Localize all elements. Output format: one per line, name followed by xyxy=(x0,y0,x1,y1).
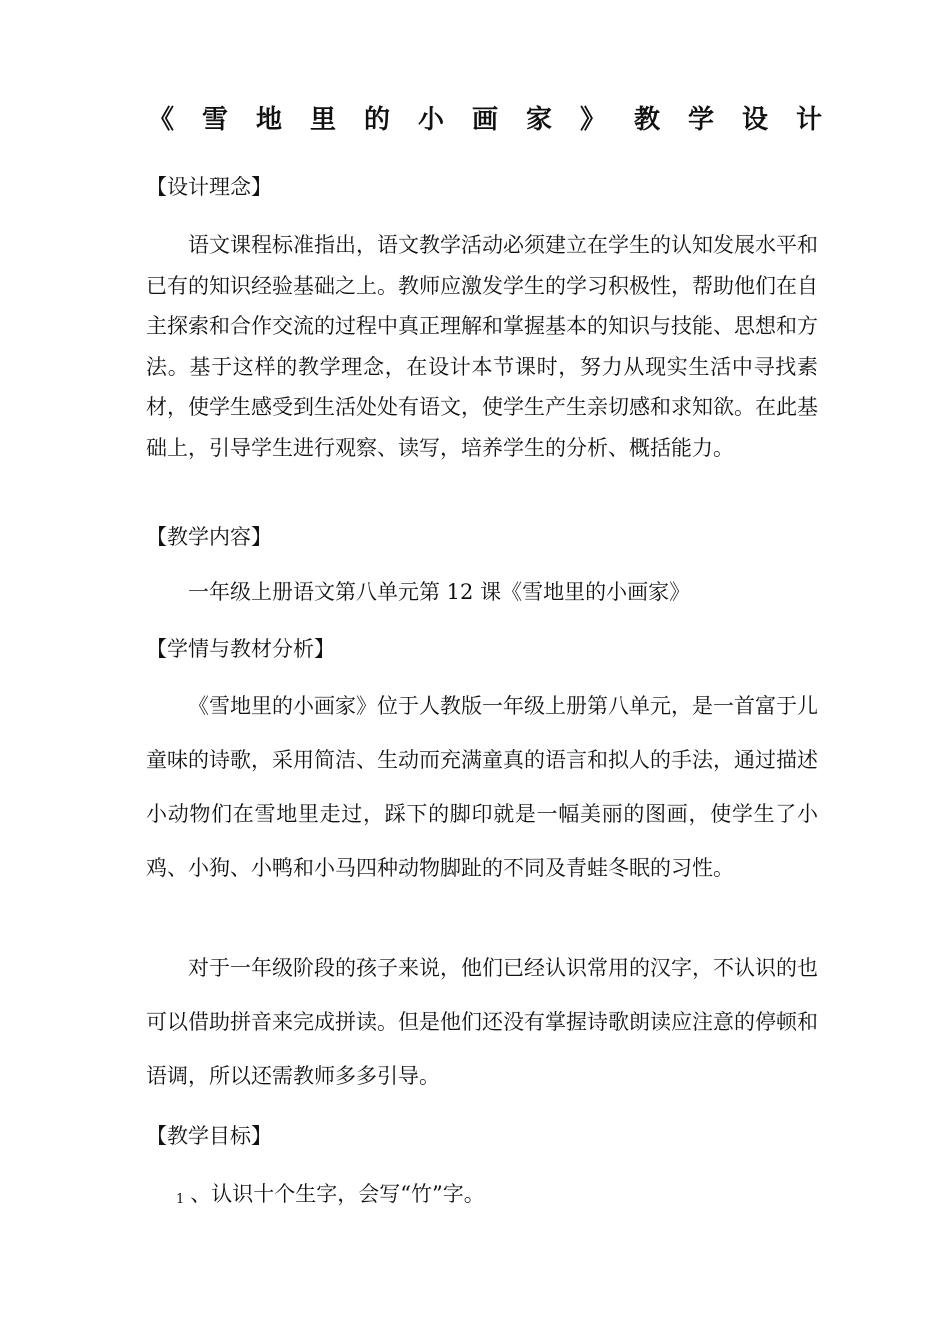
goal-item-text: 、认识十个生字，会写“竹”字。 xyxy=(190,1182,485,1206)
section-heading-design-concept: 【设计理念】 xyxy=(146,175,272,199)
analysis-paragraph-2: 对于一年级阶段的孩子来说，他们已经认识常用的汉字，不认识的也可以借助拼音来完成拼读。但是他们还没有掌握诗歌朗读应注意的停顿和语调，所以还需教师多多引导。 xyxy=(146,956,818,1088)
design-concept-paragraph: 语文课程标准指出，语文教学活动必须建立在学生的认知发展水平和已有的知识经验基础之上。教师应激发学生的学习积极性，帮助他们在自主探索和合作交流的过程中真正理解和掌握基本的知识与技能、思想和方法。基于这样的教学理念，在设计本节课时，努力从现实生活中寻找素材，使学生感受到生活处处有语文，使学生产生亲切感和求知欲。在此基础上，引导学生进行观察、读写，培养学生的分析、概括能力。 xyxy=(146,233,818,460)
goal-list-item xyxy=(176,1179,485,1215)
section-heading-teaching-goals: 【教学目标】 xyxy=(146,1124,272,1148)
section-heading-teaching-content: 【教学内容】 xyxy=(146,525,272,549)
section-heading-analysis: 【学情与教材分析】 xyxy=(146,637,335,661)
document-title: 《雪地里的小画家》教学设计 xyxy=(148,105,851,135)
analysis-paragraph-1: 《雪地里的小画家》位于人教版一年级上册第八单元，是一首富于儿童味的诗歌，采用简洁、生动而充满童真的语言和拟人的手法，通过描述小动物们在雪地里走过，踩下的脚印就是一幅美丽的图画，使学生了小鸡、小狗、小鸭和小马四种动物脚趾的不同及青蛙冬眠的习性。 xyxy=(146,694,818,880)
goal-item-number: 1 xyxy=(176,1192,185,1207)
teaching-content-line: 一年级上册语文第八单元第 12 课《雪地里的小画家》 xyxy=(188,580,691,604)
